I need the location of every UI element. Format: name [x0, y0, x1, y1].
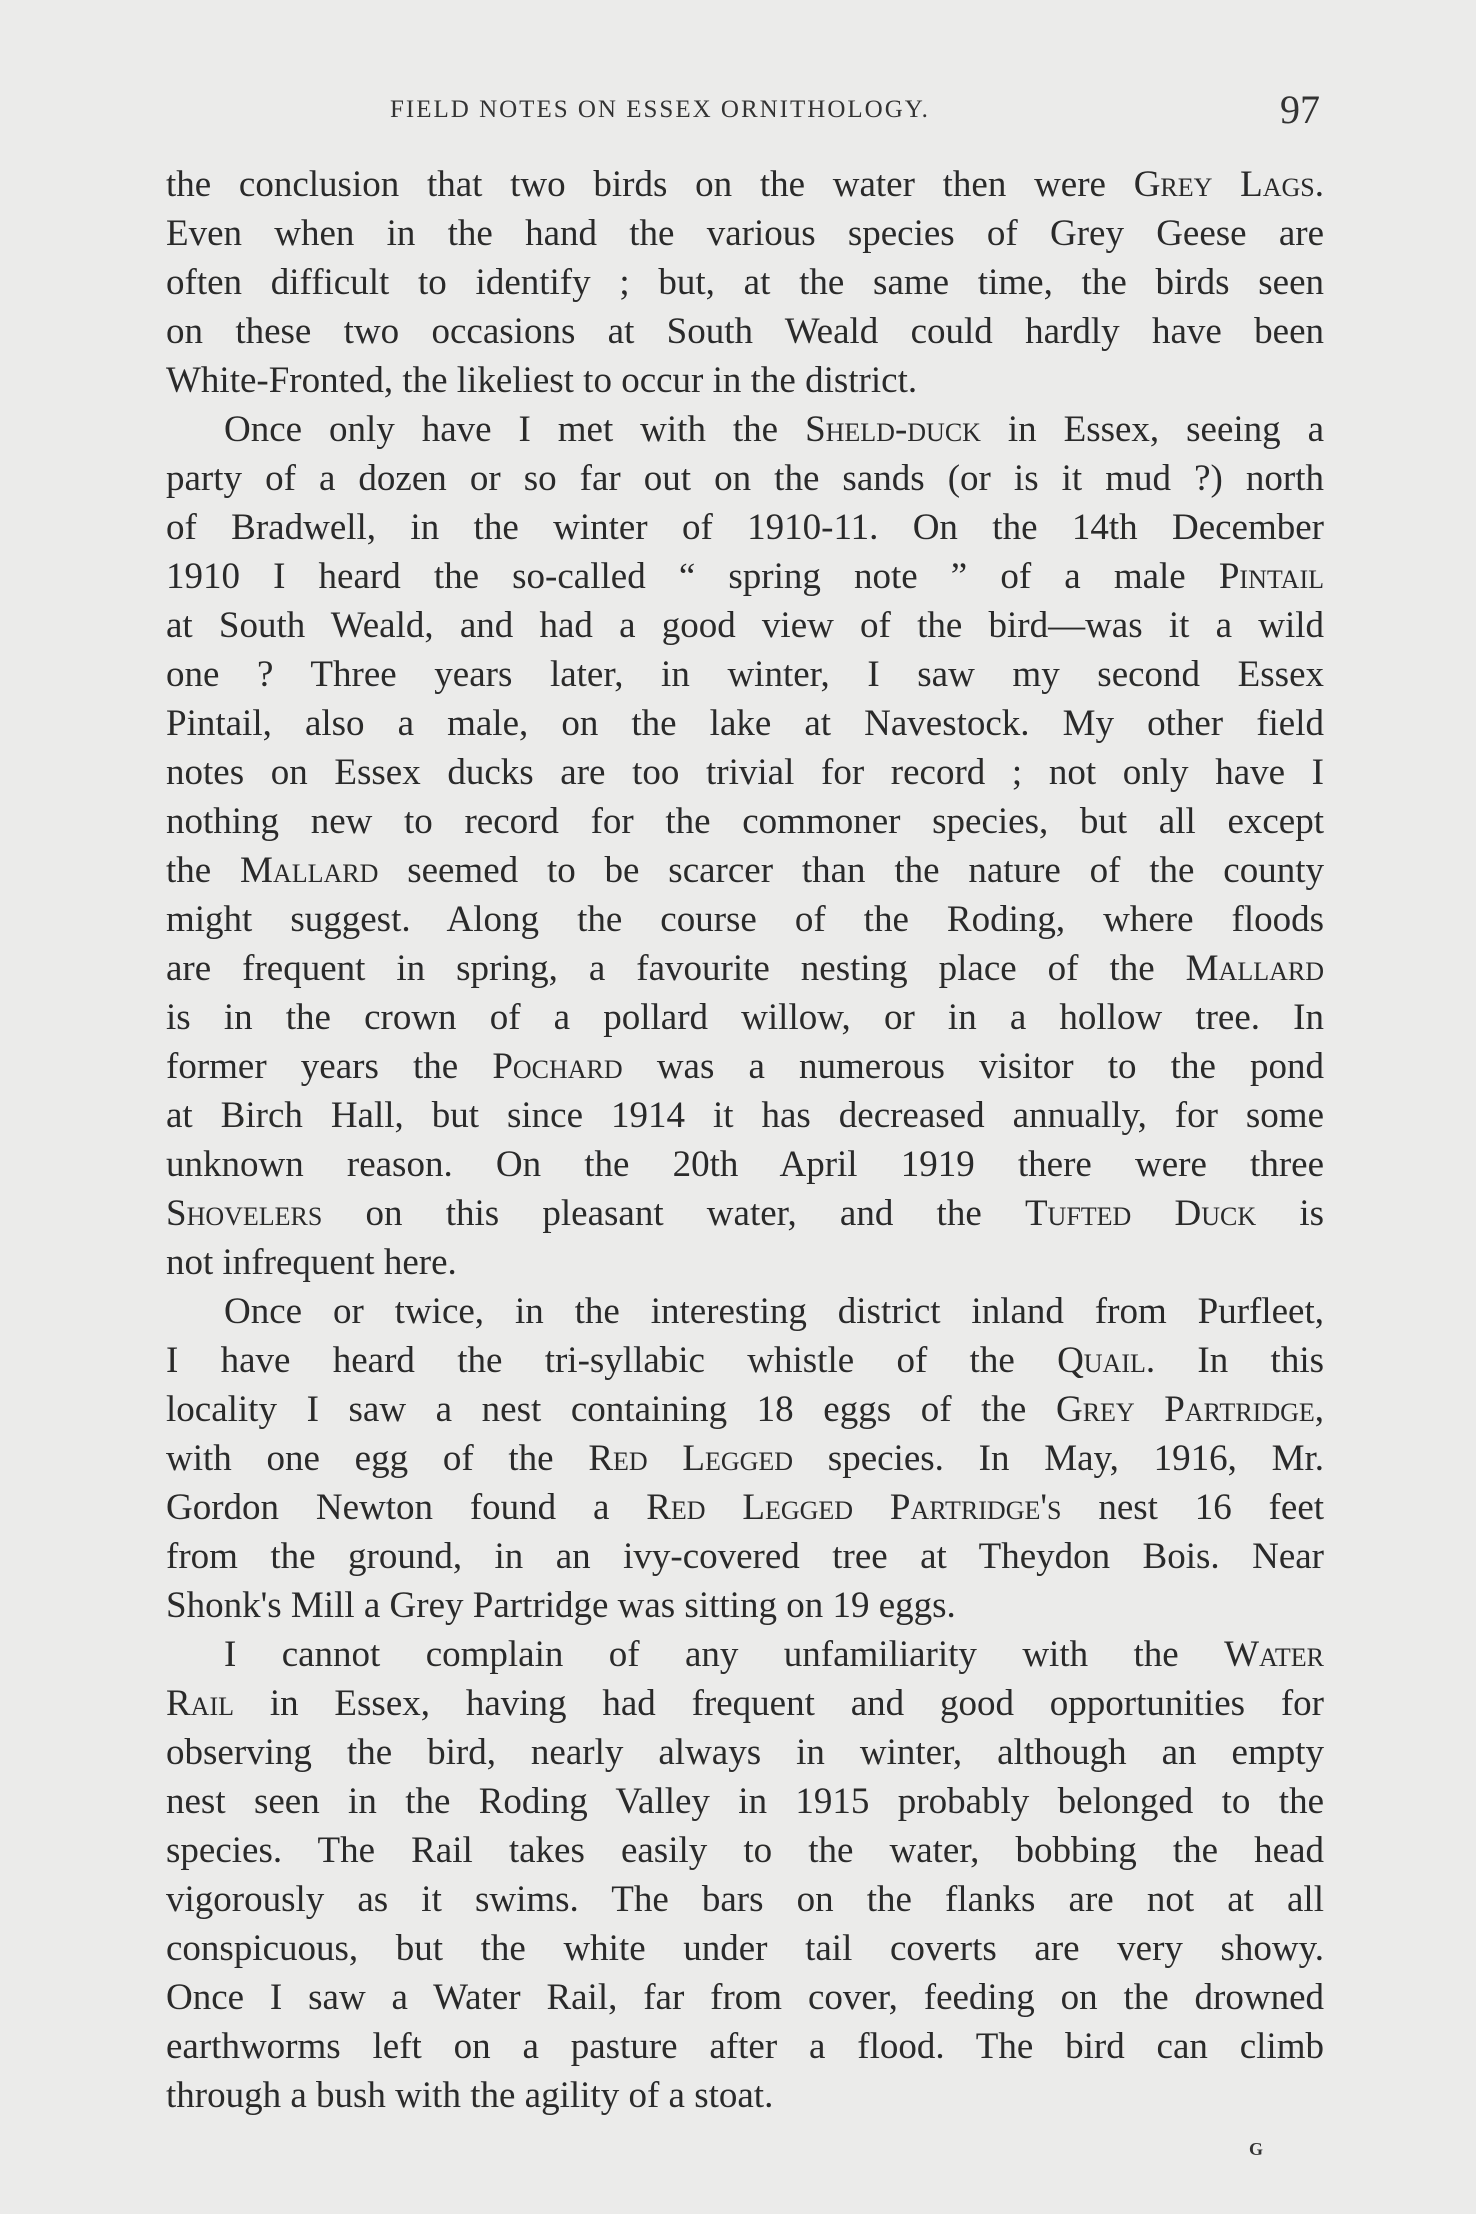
- text-line: [166, 405, 1324, 454]
- text-run: on these two occasions at South Weald could hardly have been: [166, 311, 1324, 352]
- text-run: Shonk's Mill a Grey Partridge was sitting on 19 eggs.: [166, 1585, 956, 1626]
- text-run: often difficult to identify ; but, at the same time, the birds seen: [166, 262, 1324, 303]
- text-run: nest seen in the Roding Valley in 1915 probably belonged to the: [166, 1781, 1324, 1822]
- text-run: unknown reason. On the 20th April 1919 there were three: [166, 1144, 1324, 1185]
- text-run: nest 16 feet: [1061, 1487, 1325, 1528]
- text-run: I cannot complain of any unfamiliarity with the: [224, 1634, 1225, 1675]
- text-run: vigorously as it swims. The bars on the flanks are not at all: [166, 1879, 1324, 1920]
- text-line: [166, 160, 1324, 209]
- page-number: 97: [1280, 87, 1320, 132]
- text-run: with one egg of the: [166, 1438, 589, 1479]
- text-line: [166, 1924, 1324, 1973]
- text-line: [166, 2022, 1324, 2071]
- text-run: in Essex, having had frequent and good opportunities for: [234, 1683, 1324, 1724]
- text-run: are frequent in spring, a favourite nesting place of the: [166, 948, 1186, 989]
- text-line: [166, 1679, 1324, 1728]
- text-line: [166, 356, 1324, 405]
- text-run: notes on Essex ducks are too trivial for record ; not only have I: [166, 752, 1324, 793]
- text-line: [166, 1385, 1324, 1434]
- text-line: [166, 1973, 1324, 2022]
- species-name: Shovelers: [166, 1193, 323, 1234]
- species-name: Rail: [166, 1683, 234, 1724]
- text-run: locality I saw a nest containing 18 eggs of the: [166, 1389, 1056, 1430]
- text-run: from the ground, in an ivy-covered tree at Theydon Bois. Near: [166, 1536, 1324, 1577]
- species-name: Tufted Duck: [1024, 1193, 1257, 1234]
- text-line: [166, 993, 1324, 1042]
- text-run: Once or twice, in the interesting district inland from Purfleet,: [224, 1291, 1324, 1332]
- running-title: FIELD NOTES ON ESSEX ORNITHOLOGY.: [390, 96, 930, 123]
- text-run: I have heard the tri-syllabic whistle of the: [166, 1340, 1058, 1381]
- text-line: [166, 503, 1324, 552]
- text-line: [166, 1238, 1324, 1287]
- text-run: species. The Rail takes easily to the water, bobbing the head: [166, 1830, 1324, 1871]
- text-line: [166, 797, 1324, 846]
- text-line: [166, 895, 1324, 944]
- text-line: [166, 1728, 1324, 1777]
- species-name: Grey Partridge: [1055, 1389, 1315, 1430]
- species-name: Mallard: [1185, 948, 1324, 989]
- text-line: [166, 1287, 1324, 1336]
- text-run: 1910 I heard the so-called “ spring note ” of a male: [166, 556, 1219, 597]
- text-run: former years the: [166, 1046, 493, 1087]
- paragraph: [166, 1630, 1324, 2120]
- text-run: not infrequent here.: [166, 1242, 457, 1283]
- text-run: observing the bird, nearly always in winter, although an empty: [166, 1732, 1324, 1773]
- text-line: [166, 699, 1324, 748]
- text-run: Even when in the hand the various species of Grey Geese are: [166, 213, 1324, 254]
- paragraph: [166, 405, 1324, 1287]
- species-name: Red Legged Partridge's: [646, 1487, 1062, 1528]
- paragraph: [166, 1287, 1324, 1630]
- species-name: Pintail: [1218, 556, 1324, 597]
- text-line: [166, 1532, 1324, 1581]
- text-line: [166, 1483, 1324, 1532]
- text-line: [166, 846, 1324, 895]
- text-run: ,: [1314, 1389, 1324, 1430]
- text-line: [166, 552, 1324, 601]
- text-run: earthworms left on a pasture after a flood. The bird can climb: [166, 2026, 1324, 2067]
- text-run: Once I saw a Water Rail, far from cover, feeding on the drowned: [166, 1977, 1324, 2018]
- text-line: [166, 650, 1324, 699]
- text-run: one ? Three years later, in winter, I saw my second Essex: [166, 654, 1324, 695]
- text-run: White-Fronted, the likeliest to occur in the district.: [166, 360, 918, 401]
- body-text: [166, 160, 1324, 2120]
- text-run: the conclusion that two birds on the water then were: [166, 164, 1134, 205]
- text-line: [166, 1336, 1324, 1385]
- text-line: [166, 1581, 1324, 1630]
- text-line: [166, 601, 1324, 650]
- text-run: through a bush with the agility of a stoat.: [166, 2075, 774, 2116]
- text-run: is: [1256, 1193, 1324, 1234]
- text-run: was a numerous visitor to the pond: [622, 1046, 1324, 1087]
- species-name: Red Legged: [588, 1438, 794, 1479]
- text-run: of Bradwell, in the winter of 1910-11. On the 14th December: [166, 507, 1324, 548]
- species-name: Quail: [1057, 1340, 1146, 1381]
- text-run: might suggest. Along the course of the Roding, where floods: [166, 899, 1324, 940]
- text-run: . In this: [1145, 1340, 1325, 1381]
- text-run: at South Weald, and had a good view of the bird—was it a wild: [166, 605, 1324, 646]
- text-line: [166, 307, 1324, 356]
- text-run: is in the crown of a pollard willow, or in a hollow tree. In: [166, 997, 1324, 1038]
- paragraph: [166, 160, 1324, 405]
- signature-mark: G: [1249, 2139, 1264, 2159]
- text-line: [166, 1826, 1324, 1875]
- text-run: Gordon Newton found a: [166, 1487, 647, 1528]
- species-name: Sheld-duck: [805, 409, 981, 450]
- text-line: [166, 1140, 1324, 1189]
- text-run: conspicuous, but the white under tail coverts are very showy.: [166, 1928, 1324, 1969]
- text-line: [166, 1777, 1324, 1826]
- text-line: [166, 1091, 1324, 1140]
- text-run: the: [166, 850, 241, 891]
- text-line: [166, 944, 1324, 993]
- species-name: Grey Lags: [1133, 164, 1315, 205]
- species-name: Pochard: [492, 1046, 623, 1087]
- text-run: in Essex, seeing a: [980, 409, 1325, 450]
- text-line: [166, 2071, 1324, 2120]
- text-run: at Birch Hall, but since 1914 it has decreased annually, for some: [166, 1095, 1324, 1136]
- text-line: [166, 1189, 1324, 1238]
- text-line: [166, 454, 1324, 503]
- text-line: [166, 1875, 1324, 1924]
- text-run: species. In May, 1916, Mr.: [793, 1438, 1324, 1479]
- text-line: [166, 1042, 1324, 1091]
- text-line: [166, 1630, 1324, 1679]
- text-line: [166, 1434, 1324, 1483]
- text-run: party of a dozen or so far out on the sands (or is it mud ?) north: [166, 458, 1324, 499]
- text-run: Once only have I met with the: [224, 409, 806, 450]
- species-name: Water: [1224, 1634, 1324, 1675]
- text-line: [166, 258, 1324, 307]
- text-line: [166, 209, 1324, 258]
- text-run: seemed to be scarcer than the nature of the county: [378, 850, 1324, 891]
- text-run: .: [1314, 164, 1324, 205]
- text-line: [166, 748, 1324, 797]
- text-run: on this pleasant water, and the: [322, 1193, 1025, 1234]
- text-run: nothing new to record for the commoner species, but all except: [166, 801, 1324, 842]
- text-run: Pintail, also a male, on the lake at Navestock. My other field: [166, 703, 1324, 744]
- species-name: Mallard: [240, 850, 379, 891]
